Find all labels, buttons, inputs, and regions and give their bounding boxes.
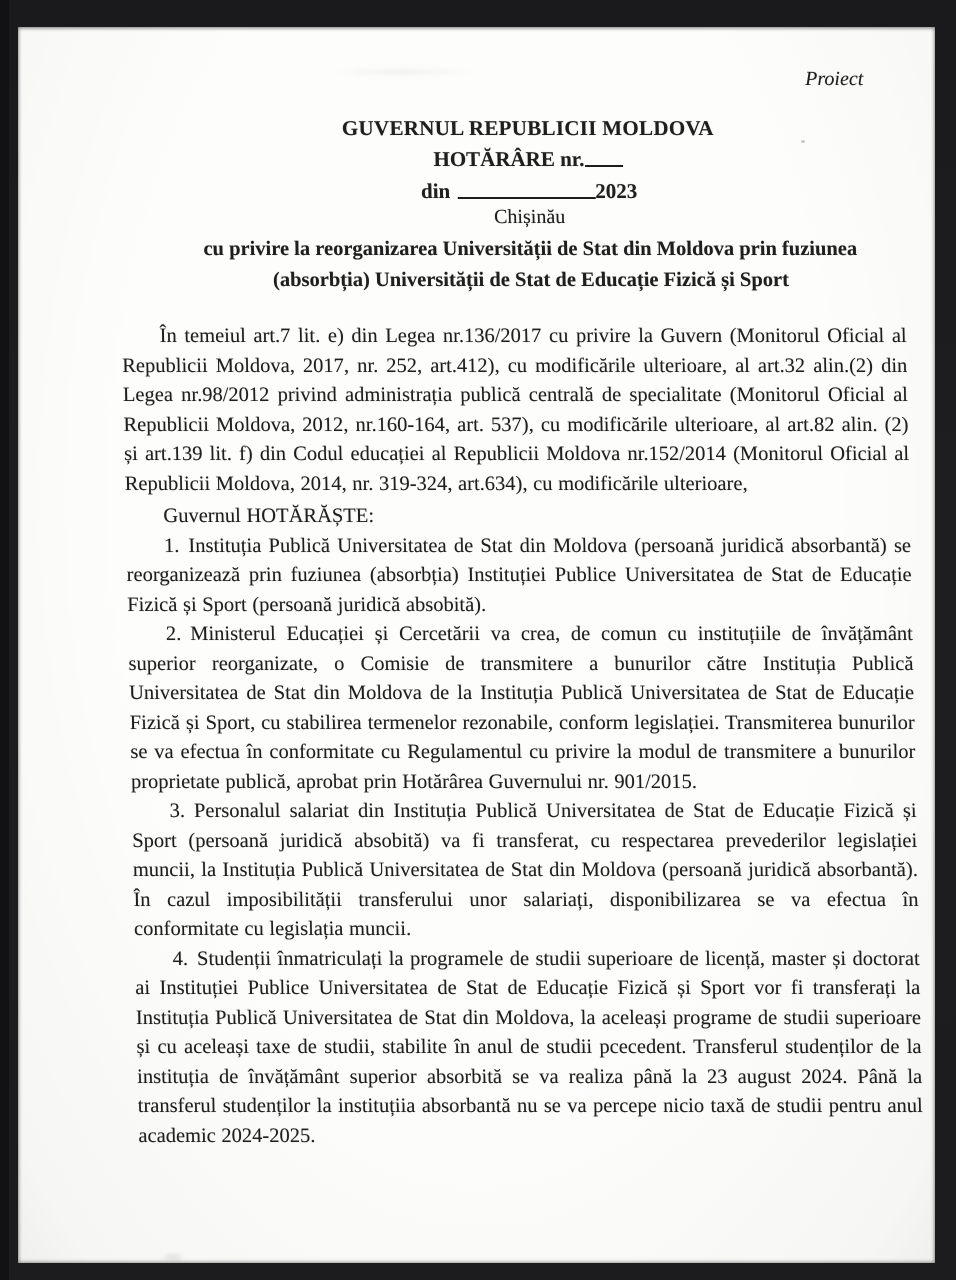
proiect-row xyxy=(116,67,902,91)
enactment-clause: Guvernul HOTĂRĂȘTE: xyxy=(163,505,375,527)
item-number: 2. xyxy=(165,623,182,645)
decision-label: HOTĂRÂRE nr. xyxy=(433,147,585,171)
page-content xyxy=(116,67,924,1151)
date-line xyxy=(154,178,904,204)
decision-item-3 xyxy=(131,797,919,945)
date-prefix: din xyxy=(420,179,451,203)
date-blank-underline xyxy=(457,193,595,199)
scan-speck xyxy=(164,1254,182,1261)
item-text: Personalul salariat din Instituția Publică Universitatea de Stat de Educație Fizică și Sport (persoană juridică absobită) va fi transferat, cu respectarea prevederilor legislației muncii, la Instituția Publică Universitatea de Stat din Moldova (persoană juridică absorbantă). În cazul imposibilității transferului unor salariați, disponibilizarea se va efectua în conformitate cu legislația muncii. xyxy=(131,800,919,940)
number-blank-underline xyxy=(585,161,623,167)
item-number: 3. xyxy=(169,800,186,822)
document-body xyxy=(121,322,923,1151)
item-number: 1. xyxy=(163,534,180,557)
subject-title-line2: (absorbția) Universității de Stat de Educație Fizică și Sport xyxy=(272,269,790,291)
proiect-label: Proiect xyxy=(804,68,864,90)
document-page xyxy=(18,27,935,1263)
scan-frame-edge xyxy=(0,0,9,1280)
decision-number-line xyxy=(154,146,904,172)
preamble-paragraph: În temeiul art.7 lit. e) din Legea nr.136/2017 cu privire la Guvern (Monitorul Oficial al Republicii Moldova, 2017, nr. 252, art.412), cu modificările ulterioare, al art.32 alin.(2) din Legea nr.98/2012 privind administrația publică centrală de specialitate (Monitorul Oficial al Republicii Moldova, 2012, nr.160-164, art. 537), cu modificările ulterioare, al art.82 alin. (2) și art.139 lit. f) din Codul educației al Republicii Moldova nr.152/2014 (Monitorul Oficial al Republicii Moldova, 2014, nr. 319-324, art.634), cu modificările ulterioare, xyxy=(122,325,910,495)
government-title: GUVERNUL REPUBLICII MOLDOVA xyxy=(341,116,714,140)
item-text: Instituția Publică Universitatea de Stat din Moldova (persoană juridică absorbantă) se reorganizează prin fuziunea (absorbția) Instituției Publice Universitatea de Stat de Educație Fizică și Sport (persoană juridică absobită). xyxy=(126,534,912,616)
item-number: 4. xyxy=(172,947,189,970)
decision-item-2 xyxy=(128,620,917,797)
document-header xyxy=(153,115,906,296)
decision-item-4 xyxy=(134,945,923,1152)
date-year: 2023 xyxy=(594,179,638,203)
decision-item-1 xyxy=(126,532,913,621)
item-text: Ministerul Educației și Cercetării va crea, de comun cu instituțiile de învățământ superior reorganizate, o Comisie de transmitere a bunurilor către Instituția Publică Universitatea de Stat din Moldova de la Instituția Publică Universitatea de Stat de Educație Fizică și Sport, cu stabilirea termenelor rezonabile, conform legislației. Transmiterea bunurilor se va efectua în conformitate cu Regulamentul cu privire la modul de transmitere a bunurilor proprietate publică, aprobat prin Hotărârea Guvernului nr. 901/2015. xyxy=(128,623,916,793)
scan-speck xyxy=(801,140,805,143)
item-text: Studenții înmatriculați la programele de studii superioare de licență, master și doctorat ai Instituției Publice Universitatea de Stat de Educație Fizică și Sport vor fi transferați la Instituția Publică Universitatea de Stat din Moldova, la aceleași programe de studii superioare și cu aceleași taxe de studii, stabilite în anul de studii pcecedent. Transferul studenților de la instituția de învățământ superior absorbită se va realiza până la 23 august 2024. Până la transferul studenților la instituțiia absorbantă nu se va percepe nicio taxă de studii pentru anul academic 2024-2025. xyxy=(135,947,923,1147)
city-label: Chișinău xyxy=(493,206,566,228)
subject-title-line1: cu privire la reorganizarea Universității de Stat din Moldova prin fuziunea xyxy=(203,238,858,260)
